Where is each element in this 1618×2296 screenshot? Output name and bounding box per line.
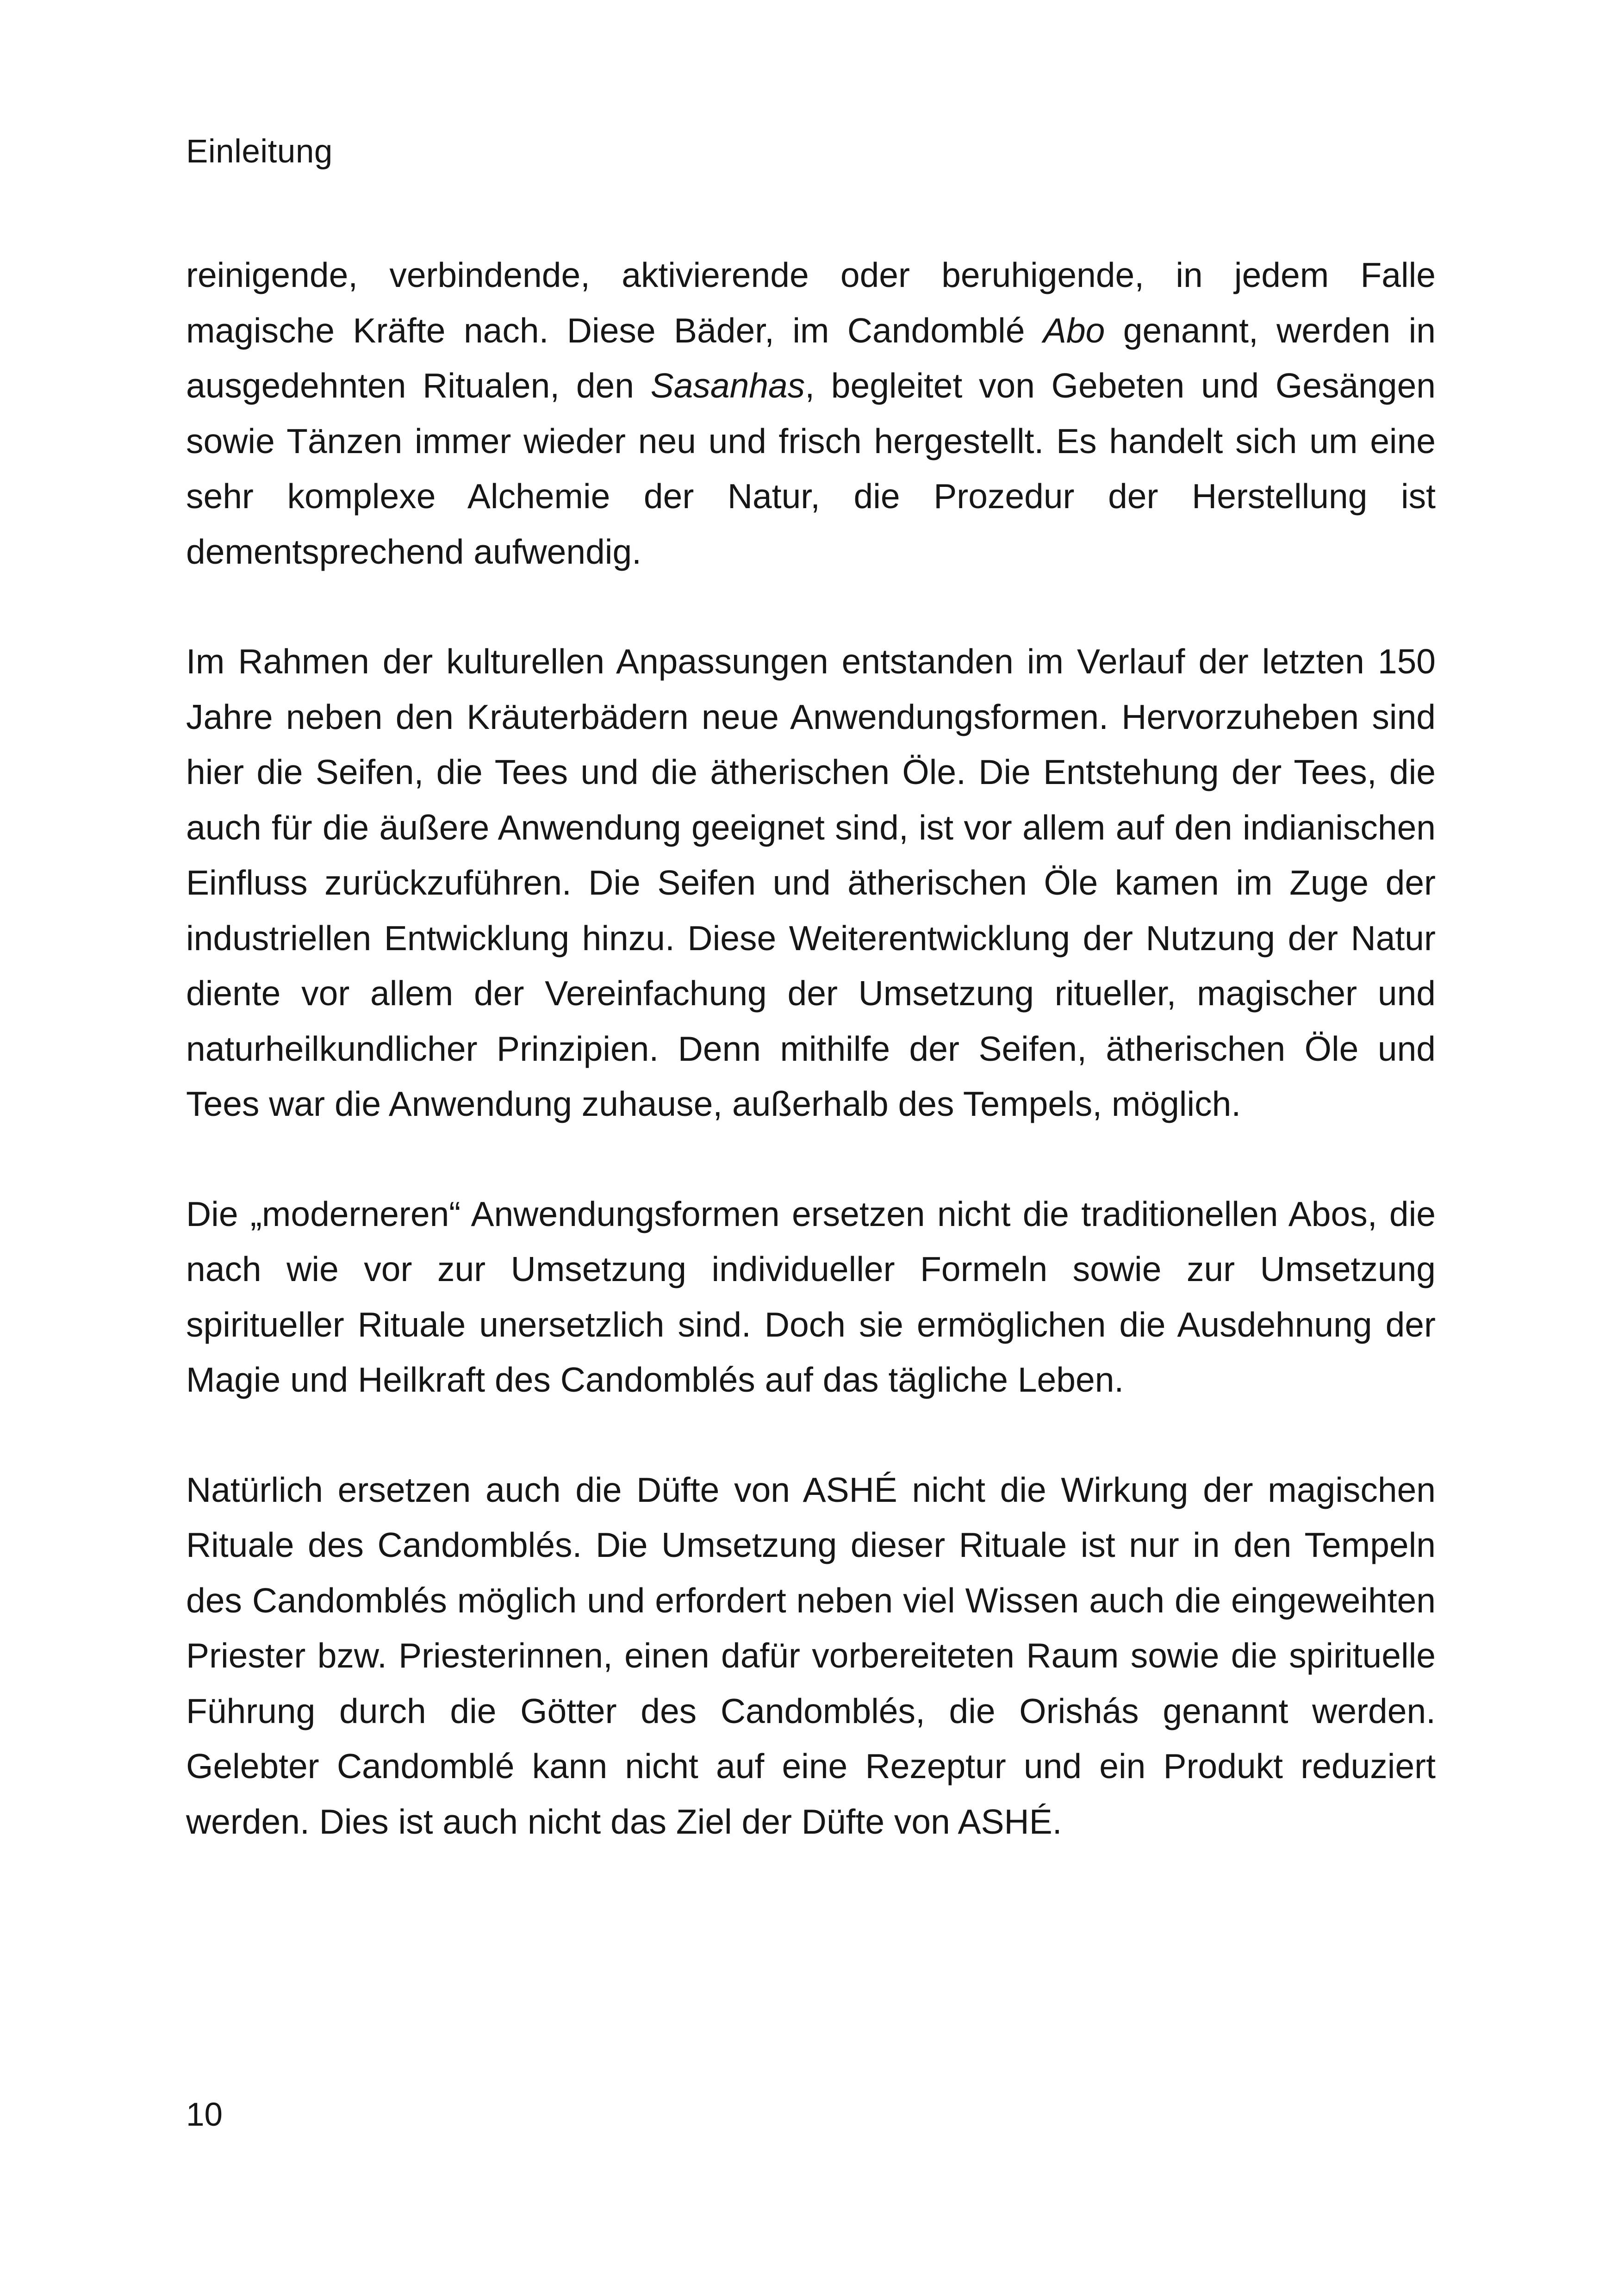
page-number: 10 — [186, 2097, 223, 2133]
paragraph-1-text-c: , begleitet von Gebeten und Gesängen sowie Tänzen immer wieder neu und frisch hergestellt. Es handelt sich um eine sehr komplexe Alchemie der Natur, die Prozedur der Herstellung ist dementsprechend aufwendig. — [186, 366, 1436, 571]
body-text — [186, 248, 1436, 1904]
paragraph-1-text-b: genannt, werden in ausgedehnten Ritualen, den — [186, 311, 1436, 405]
italic-term-abo: Abo — [1043, 311, 1105, 350]
italic-term-sasanhas: Sasanhas — [650, 366, 805, 405]
paragraph-2: Im Rahmen der kulturellen Anpassungen entstanden im Verlauf der letzten 150 Jahre neben den Kräuterbädern neue Anwendungsformen. Hervorzuheben sind hier die Seifen, die Tees und die ätherischen Öle. Die Entstehung der Tees, die auch für die äußere Anwendung geeignet sind, ist vor allem auf den indianischen Einfluss zurückzuführen. Die Seifen und ätherischen Öle kamen im Zuge der industriellen Entwicklung hinzu. Diese Weiterentwicklung der Nutzung der Natur diente vor allem der Vereinfachung der Umsetzung ritueller, magischer und naturheilkundlicher Prinzipien. Denn mithilfe der Seifen, ätherischen Öle und Tees war die Anwendung zuhause, außerhalb des Tempels, möglich. — [186, 642, 1436, 1123]
paragraph-3: Die „moderneren“ Anwendungsformen ersetzen nicht die traditionellen Abos, die nach wie vor zur Umsetzung individueller Formeln sowie zur Umsetzung spiritueller Rituale unersetzlich sind. Doch sie ermöglichen die Ausdehnung der Magie und Heilkraft des Candomblés auf das tägliche Leben. — [186, 1194, 1436, 1399]
paragraph-4: Natürlich ersetzen auch die Düfte von ASHÉ nicht die Wirkung der magischen Rituale des Candomblés. Die Umsetzung dieser Rituale ist nur in den Tempeln des Candomblés möglich und erfordert neben viel Wissen auch die eingeweihten Priester bzw. Priesterinnen, einen dafür vorbereiteten Raum sowie die spirituelle Führung durch die Götter des Candomblés, die Orishás genannt werden. Gelebter Candomblé kann nicht auf eine Rezeptur und ein Produkt reduziert werden. Dies ist auch nicht das Ziel der Düfte von ASHÉ. — [186, 1470, 1436, 1841]
running-head: Einleitung — [186, 133, 333, 170]
paragraph-1-text-a: reinigende, verbindende, aktivierende oder beruhigende, in jedem Falle magische Kräfte nach. Diese Bäder, im Candomblé — [186, 255, 1436, 350]
paragraph-1 — [186, 248, 1436, 579]
